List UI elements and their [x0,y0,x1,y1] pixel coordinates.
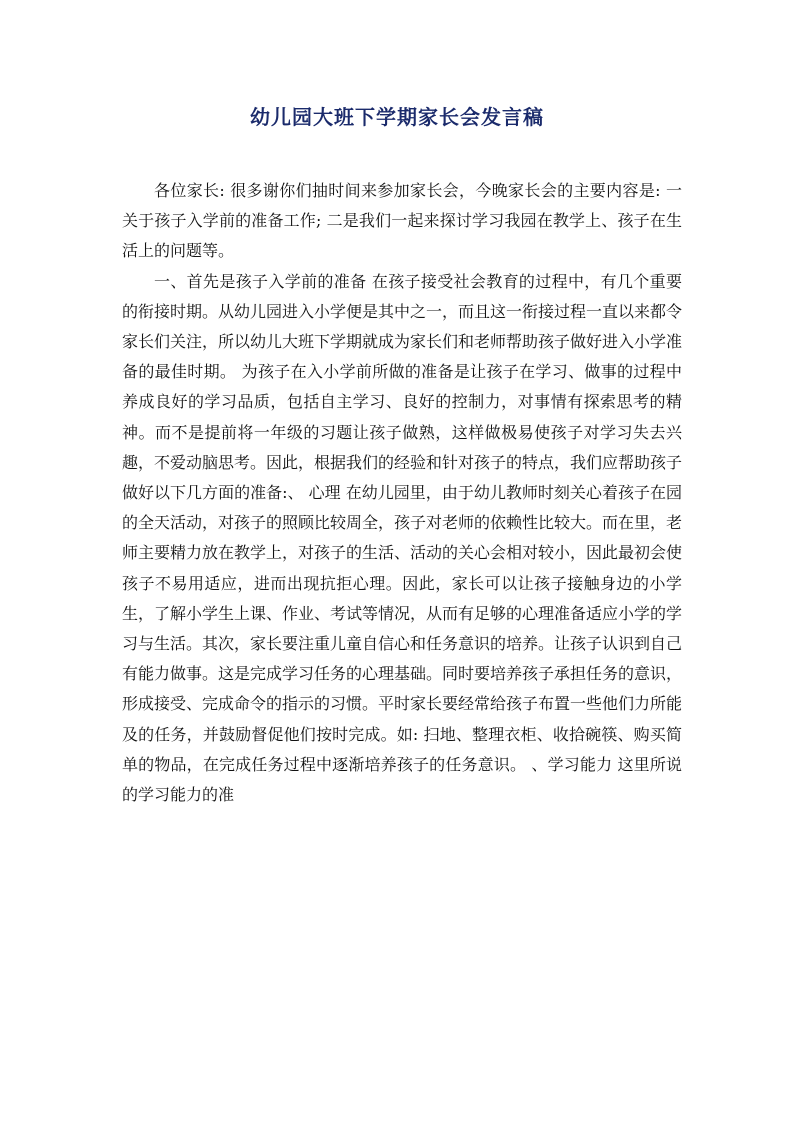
document-body [122,176,682,810]
paragraph-greeting: 各位家长: 很多谢你们抽时间来参加家长会，今晚家长会的主要内容是: 一关于孩子入学前的准备工作; 二是我们一起来探讨学习我园在教学上、孩子在生活上的问题等。 [122,181,682,261]
document-title: 幼儿园大班下学期家长会发言稿 [250,105,544,129]
paragraph-section-one: 一、首先是孩子入学前的准备 在孩子接受社会教育的过程中，有几个重要的衔接时期。从幼儿园进入小学便是其中之一，而且这一衔接过程一直以来都令家长们关注，所以幼儿大班下学期就成为家长们和老师帮助孩子做好进入小学准备的最佳时期。 为孩子在入小学前所做的准备是让孩子在学习、做事的过程中养成良好的学习品质，包括自主学习、良好的控制力，对事情有探索思考的精神。而不是提前将一年级的习题让孩子做熟，这样做极易使孩子对学习失去兴趣，不爱动脑思考。因此，根据我们的经验和针对孩子的特点，我们应帮助孩子做好以下几方面的准备:、 心理 在幼儿园里，由于幼儿教师时刻关心着孩子在园的全天活动，对孩子的照顾比较周全，孩子对老师的依赖性比较大。而在里，老师主要精力放在教学上，对孩子的生活、活动的关心会相对较小，因此最初会使孩子不易用适应，进而出现抗拒心理。因此，家长可以让孩子接触身边的小学生，了解小学生上课、作业、考试等情况，从而有足够的心理准备适应小学的学习与生活。其次，家长要注重儿童自信心和任务意识的培养。让孩子认识到自己有能力做事。这是完成学习任务的心理基础。同时要培养孩子承担任务的意识，形成接受、完成命令的指示的习惯。平时家长要经常给孩子布置一些他们力所能及的任务，并鼓励督促他们按时完成。如: 扫地、整理衣柜、收拾碗筷、购买简单的物品，在完成任务过程中逐渐培养孩子的任务意识。 、学习能力 这里所说的学习能力的准 [122,271,683,805]
